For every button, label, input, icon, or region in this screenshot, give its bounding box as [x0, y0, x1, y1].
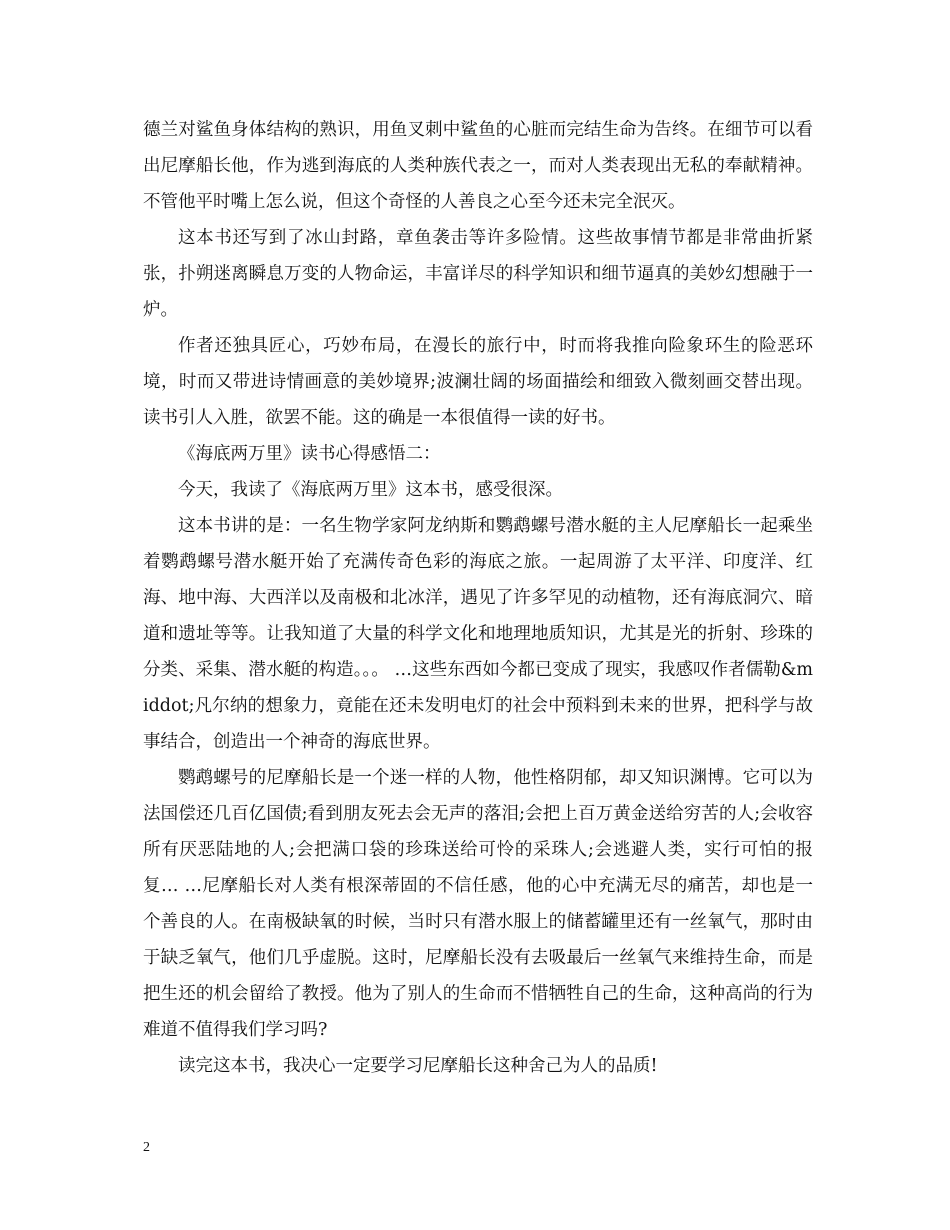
paragraph-continuation: 德兰对鲨鱼身体结构的熟识，用鱼叉刺中鲨鱼的心脏而完结生命为告终。在细节可以看出尼摩船长他，作为逃到海底的人类种族代表之一，而对人类表现出无私的奉献精神。不管他平时嘴上怎么说，但这个奇怪的人善良之心至今还未完全泯灭。: [143, 120, 813, 212]
paragraph: 鹦鹉螺号的尼摩船长是一个迷一样的人物，他性格阴郁，却又知识渊博。它可以为法国偿还几百亿国债;看到朋友死去会无声的落泪;会把上百万黄金送给穷苦的人;会收容所有厌恶陆地的人;会把满口袋的珍珠送给可怜的采珠人;会逃避人类，实行可怕的报复… …尼摩船长对人类有根深蒂固的不信任感，他的心中充满无尽的痛苦，却也是一个善良的人。在南极缺氧的时候，当时只有潜水服上的储蓄罐里还有一丝氧气，那时由于缺乏氧气，他们几乎虚脱。这时，尼摩船长没有去吸最后一丝氧气来维持生命，而是把生还的机会留给了教授。他为了别人的生命而不惜牺牲自己的生命，这种高尚的行为难道不值得我们学习吗?: [143, 768, 813, 1040]
paragraph: 这本书还写到了冰山封路，章鱼袭击等许多险情。这些故事情节都是非常曲折紧张，扑朔迷离瞬息万变的人物命运，丰富详尽的科学知识和细节逼真的美妙幻想融于一炉。: [143, 228, 813, 320]
section-heading: 《海底两万里》读书心得感悟二：: [178, 444, 441, 464]
paragraph: 读完这本书，我决心一定要学习尼摩船长这种舍己为人的品质!: [178, 1056, 658, 1076]
document-body: [143, 112, 813, 1084]
paragraph: 作者还独具匠心，巧妙布局，在漫长的旅行中，时而将我推向险象环生的险恶环境，时而又带进诗情画意的美妙境界;波澜壮阔的场面描绘和细致入微刻画交替出现。读书引人入胜，欲罢不能。这的确是一本很值得一读的好书。: [143, 336, 813, 428]
page-number: 2: [143, 1140, 150, 1155]
paragraph: 今天，我读了《海底两万里》这本书，感受很深。: [178, 480, 563, 500]
paragraph: 这本书讲的是：一名生物学家阿龙纳斯和鹦鹉螺号潜水艇的主人尼摩船长一起乘坐着鹦鹉螺号潜水艇开始了充满传奇色彩的海底之旅。一起周游了太平洋、印度洋、红海、地中海、大西洋以及南极和北冰洋，遇见了许多罕见的动植物，还有海底洞穴、暗道和遗址等等。让我知道了大量的科学文化和地理地质知识，尤其是光的折射、珍珠的分类、采集、潜水艇的构造。。。 …这些东西如今都已变成了现实，我感叹作者儒勒&middot;凡尔纳的想象力，竟能在还未发明电灯的社会中预料到未来的世界，把科学与故事结合，创造出一个神奇的海底世界。: [143, 516, 813, 752]
